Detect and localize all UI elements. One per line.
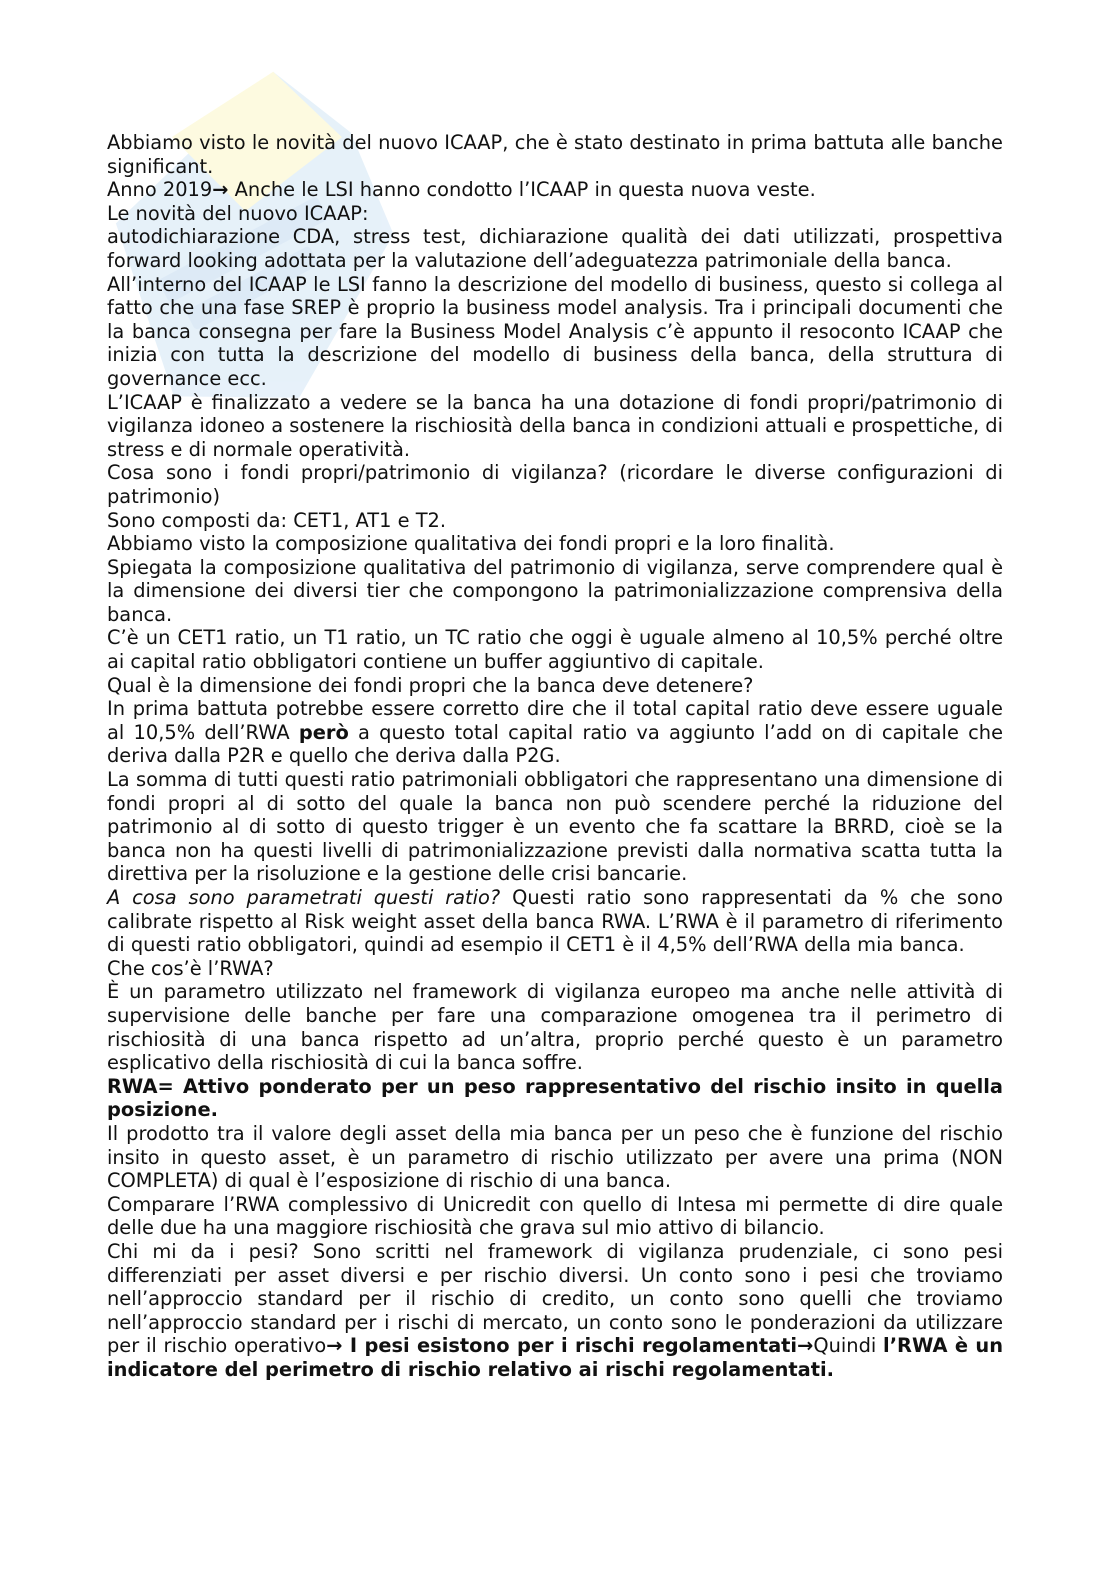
text: a questo total capital ratio va aggiunto l’add on di capitale che deriva dalla P2R e quello che deriva dalla P2G. bbox=[107, 720, 1003, 768]
arrow-right-icon: → bbox=[326, 1334, 343, 1358]
text: Chi mi da i pesi? Sono scritti nel framework di vigilanza prudenziale, ci sono pesi differenziati per asset diversi e per rischio diversi. Un conto sono i pesi che troviamo nell’approccio standard per il rischio di credito, un conto sono quelli che troviamo nell’approccio standard per i rischi di mercato, un conto sono le ponderazioni da utilizzare per il rischio operativo bbox=[107, 1239, 1003, 1358]
text: Questi ratio sono rappresentati da % che sono calibrate rispetto al Risk weight asset della banca RWA. L’RWA è il parametro di riferimento di questi ratio obbligatori, quindi ad esempio il CET1 è il 4,5% dell’RWA della mia banca. bbox=[107, 886, 1003, 957]
document-body bbox=[107, 131, 1003, 1381]
bold-text: però bbox=[298, 720, 349, 744]
paragraph: La somma di tutti questi ratio patrimoniali obbligatori che rappresentano una dimensione di fondi propri al di sotto del quale la banca non può scendere perché la riduzione del patrimonio al di sotto di questo trigger è un evento che fa scattare la BRRD, cioè se la banca non ha questi livelli di patrimonializzazione previsti dalla normativa scatta tutta la direttiva per la risoluzione e la gestione delle crisi bancarie. bbox=[107, 768, 1003, 886]
italic-text: A cosa sono parametrati questi ratio? bbox=[107, 886, 501, 909]
paragraph: C’è un CET1 ratio, un T1 ratio, un TC ratio che oggi è uguale almeno al 10,5% perché oltre ai capital ratio obbligatori contiene un buffer aggiuntivo di capitale. bbox=[107, 626, 1003, 674]
paragraph: Comparare l’RWA complessivo di Unicredit con quello di Intesa mi permette di dire quale delle due ha una maggiore rischiosità che grava sul mio attivo di bilancio. bbox=[107, 1192, 1003, 1240]
paragraph bbox=[107, 697, 1003, 768]
arrow-right-icon: → bbox=[212, 178, 229, 202]
paragraph: Qual è la dimensione dei fondi propri che la banca deve detenere? bbox=[107, 673, 754, 697]
text: Anche le LSI hanno condotto l’ICAAP in questa nuova veste. bbox=[228, 178, 816, 202]
paragraph: All’interno del ICAAP le LSI fanno la descrizione del modello di business, questo si collega al fatto che una fase SREP è proprio la business model analysis. Tra i principali documenti che la banca consegna per fare la Business Model Analysis c’è appunto il resoconto ICAAP che inizia con tutta la descrizione del modello di business della banca, della struttura di governance ecc. bbox=[107, 272, 1003, 390]
paragraph bbox=[107, 178, 1003, 202]
paragraph: Cosa sono i fondi propri/patrimonio di vigilanza? (ricordare le diverse configurazioni di patrimonio) bbox=[107, 461, 1003, 508]
paragraph: autodichiarazione CDA, stress test, dichiarazione qualità dei dati utilizzati, prospettiva forward looking adottata per la valutazione dell’adeguatezza patrimoniale della banca. bbox=[107, 225, 1003, 272]
bold-text: l’RWA è un indicatore del perimetro di rischio relativo ai rischi regolamentati. bbox=[107, 1334, 1003, 1381]
paragraph: Il prodotto tra il valore degli asset della mia banca per un peso che è funzione del rischio insito in questo asset, è un parametro di rischio utilizzato per avere una prima (NON COMPLETA) di qual è l’esposizione di rischio di una banca. bbox=[107, 1121, 1003, 1193]
definition-paragraph: RWA= Attivo ponderato per un peso rappresentativo del rischio insito in quella posizione. bbox=[107, 1074, 1003, 1122]
paragraph: Sono composti da: CET1, AT1 e T2. bbox=[107, 508, 447, 532]
paragraph: Che cos’è l’RWA? bbox=[107, 956, 274, 980]
paragraph: Le novità del nuovo ICAAP: bbox=[107, 201, 369, 225]
paragraph bbox=[107, 1240, 1003, 1382]
paragraph bbox=[107, 886, 1003, 957]
text: Anno 2019 bbox=[107, 178, 213, 202]
text: In prima battuta potrebbe essere corretto dire che il total capital ratio deve essere uguale al 10,5% dell’RWA bbox=[107, 697, 1003, 744]
paragraph: Abbiamo visto la composizione qualitativa dei fondi propri e la loro finalità. bbox=[107, 532, 835, 556]
text: Quindi bbox=[813, 1334, 884, 1358]
paragraph: Abbiamo visto le novità del nuovo ICAAP, che è stato destinato in prima battuta alle banche significant. bbox=[107, 131, 1003, 178]
paragraph: È un parametro utilizzato nel framework di vigilanza europeo ma anche nelle attività di supervisione delle banche per fare una comparazione omogenea tra il perimetro di rischiosità di una banca rispetto ad un’altra, proprio perché questo è un parametro esplicativo della rischiosità di cui la banca soffre. bbox=[107, 980, 1003, 1075]
bold-text: I pesi esistono per i rischi regolamentati bbox=[342, 1334, 798, 1358]
paragraph: Spiegata la composizione qualitativa del patrimonio di vigilanza, serve comprendere qual è la dimensione dei diversi tier che compongono la patrimonializzazione comprensiva della banca. bbox=[107, 555, 1003, 626]
paragraph: L’ICAAP è finalizzato a vedere se la banca ha una dotazione di fondi propri/patrimonio di vigilanza idoneo a sostenere la rischiosità della banca in condizioni attuali e prospettiche, di stress e di normale operatività. bbox=[107, 390, 1003, 461]
arrow-right-icon: → bbox=[797, 1334, 814, 1358]
